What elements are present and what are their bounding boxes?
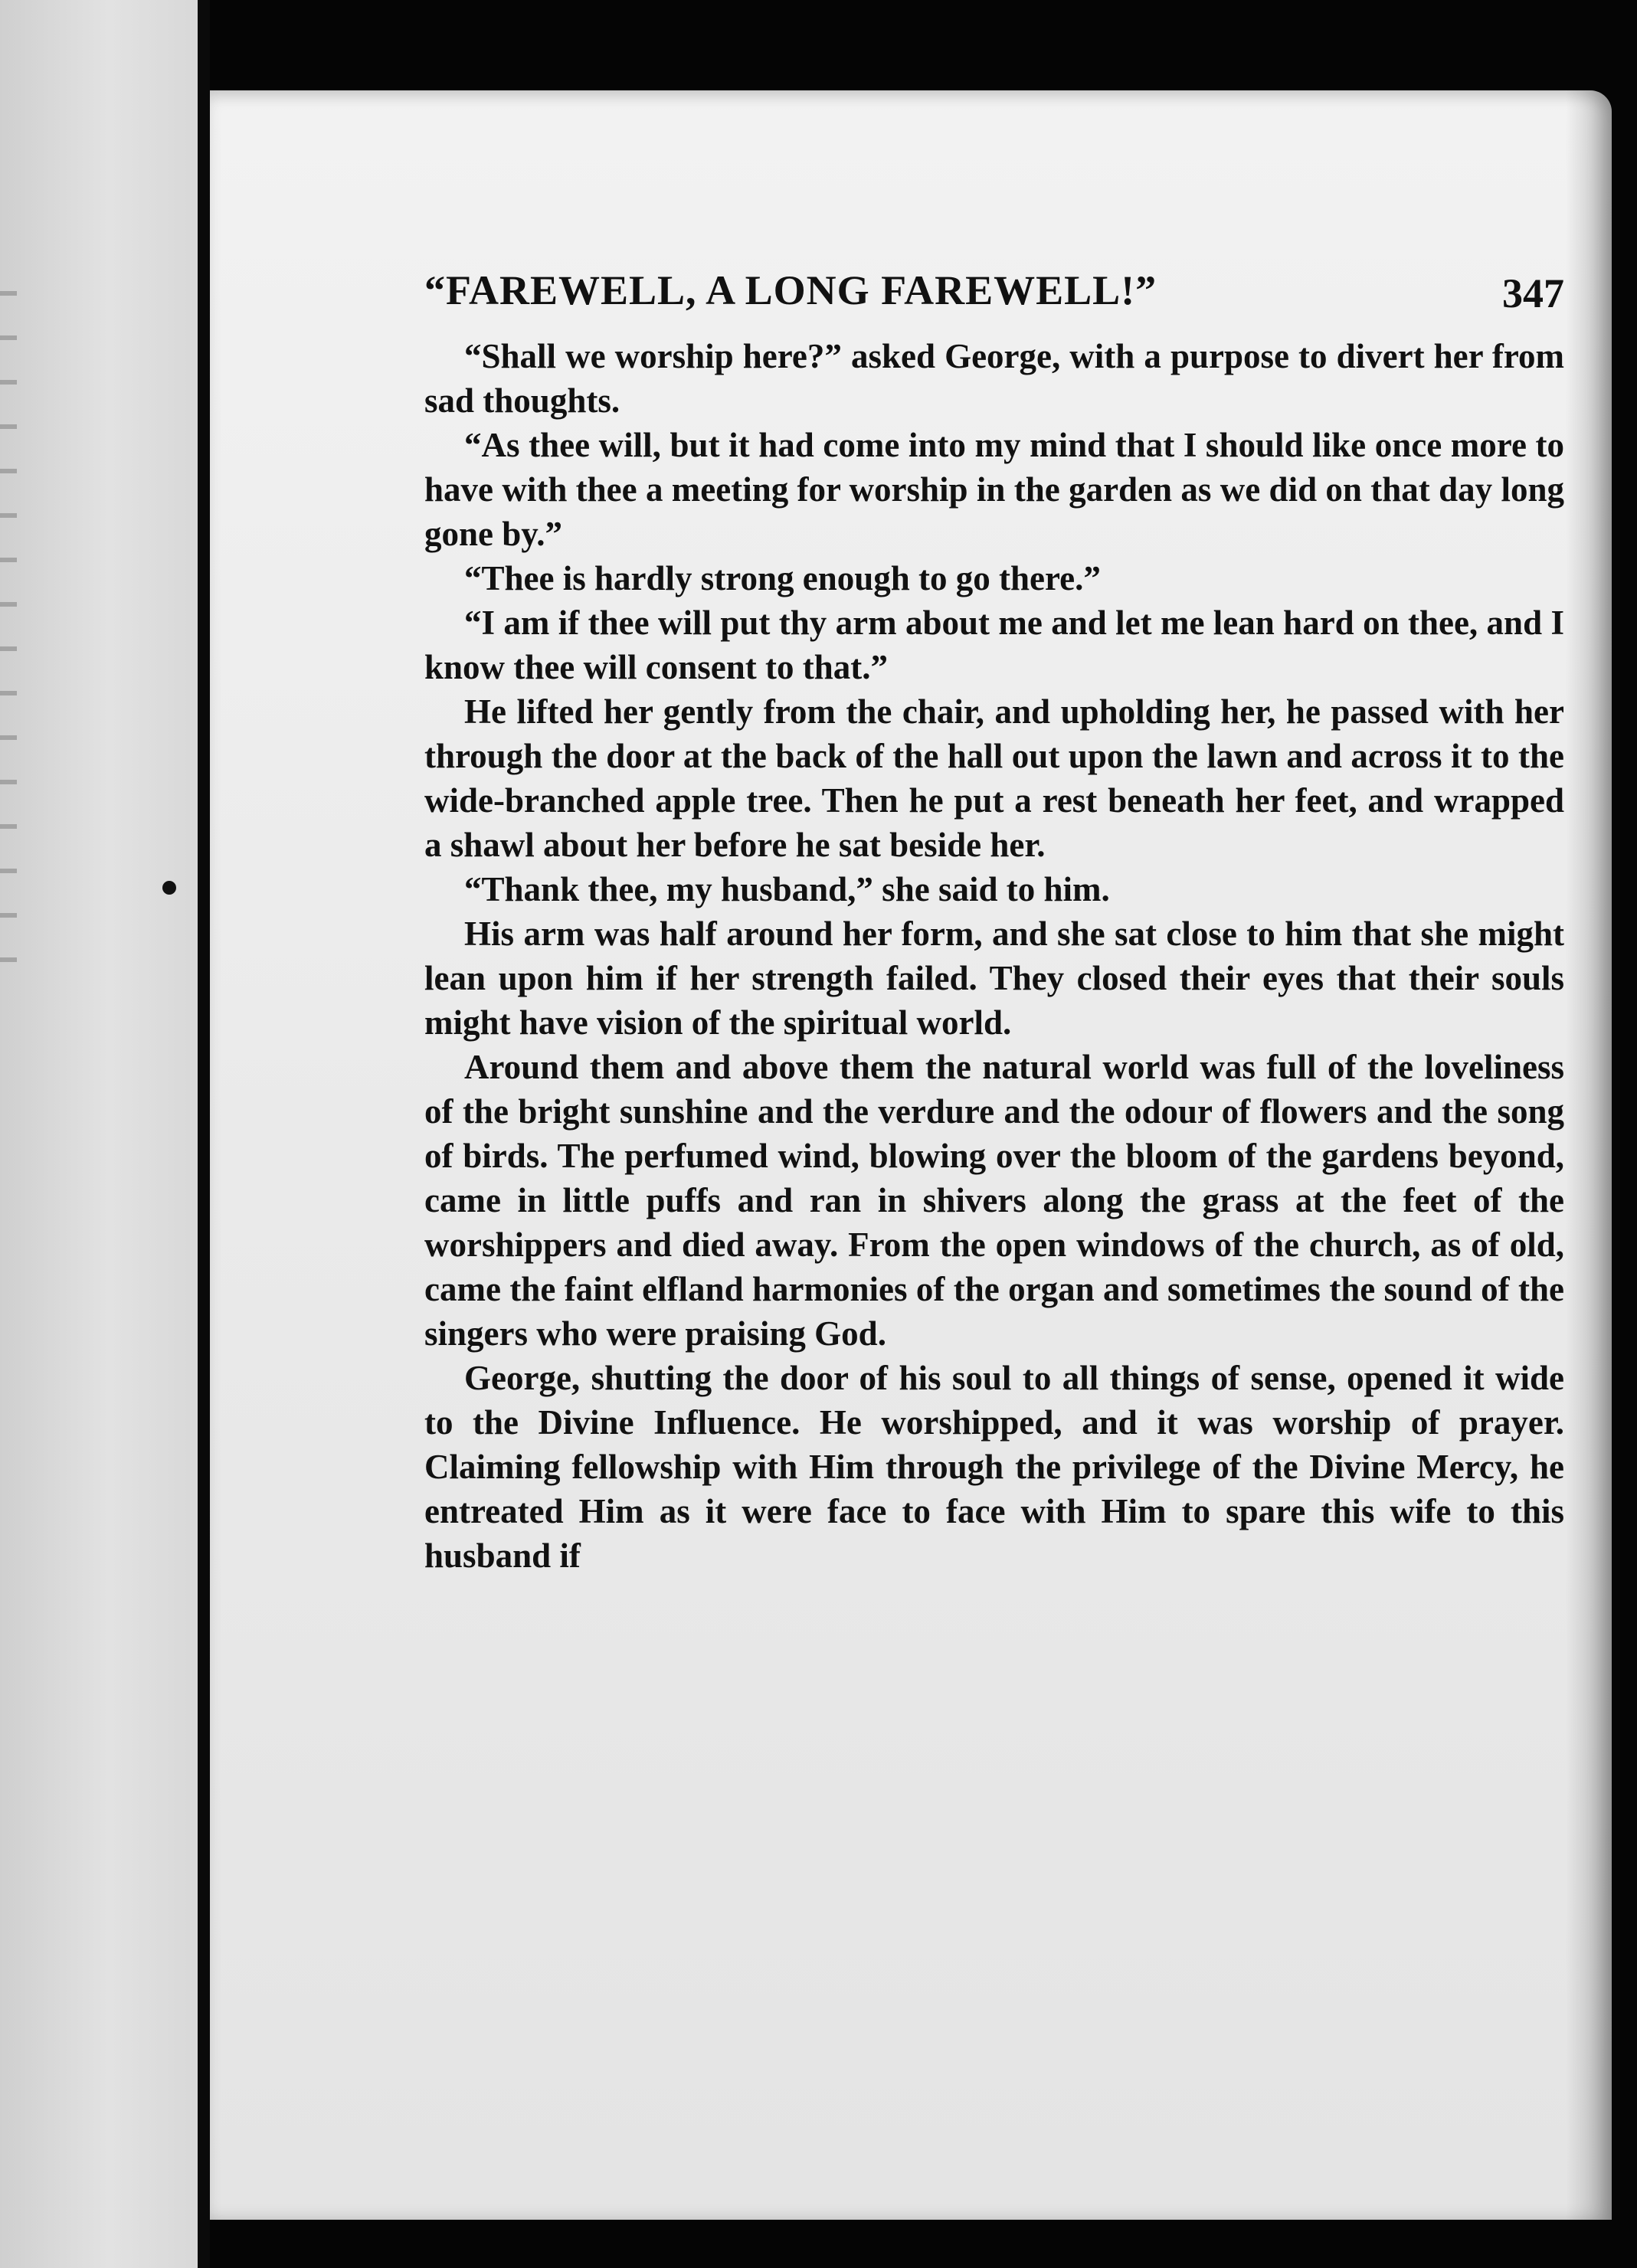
paragraph: His arm was half around her form, and she sat close to him that she might lean upon him if her strength failed. They closed their eyes that their souls might have vision of the spiritual world.: [424, 915, 1564, 1042]
paragraph: George, shutting the door of his soul to all things of sense, opened it wide to the Divine Influence. He worshipped, and it was worship of prayer. Claiming fellowship with Him through the privilege of the Divine Mercy, he entreated Him as it were face to face with Him to spare this wife to this husband if: [424, 1359, 1564, 1575]
gutter-dot-mark: [162, 881, 176, 895]
paragraph: He lifted her gently from the chair, and upholding her, he passed with her through the door at the back of the hall out upon the lawn and across it to the wide-branched apple tree. Then he put a rest beneath her feet, and wrapped a shawl about her before he sat beside her.: [424, 692, 1564, 864]
page-number: 347: [1502, 270, 1564, 316]
paragraph: “As thee will, but it had come into my mind that I should like once more to have with thee a meeting for worship in the garden as we did on that day long gone by.”: [424, 426, 1564, 553]
paragraph: “Shall we worship here?” asked George, with a purpose to divert her from sad thoughts.: [424, 337, 1564, 420]
book-gutter: [198, 0, 210, 2268]
paragraph: “Thee is hardly strong enough to go there.”: [464, 559, 1101, 597]
page-header: [424, 267, 1564, 320]
book-page: [210, 90, 1612, 2220]
paragraph: Around them and above them the natural world was full of the loveliness of the bright sunshine and the verdure and the odour of flowers and the song of birds. The perfumed wind, blowing over the bloom of the gardens beyond, came in little puffs and ran in shivers along the grass at the feet of the worshippers and died away. From the open windows of the church, as of old, came the faint elfland harmonies of the organ and sometimes the sound of the singers who were praising God.: [424, 1048, 1564, 1353]
page-curl-shadow: [1566, 90, 1612, 2220]
facing-page-edge: [0, 0, 198, 2268]
paragraph: “Thank thee, my husband,” she said to him.: [464, 870, 1110, 908]
facing-page-text-remnants: [0, 291, 17, 980]
body-text: [424, 334, 1564, 1578]
paragraph: “I am if thee will put thy arm about me and let me lean hard on thee, and I know thee will consent to that.”: [424, 604, 1564, 686]
running-title: “FAREWELL, A LONG FAREWELL!”: [424, 267, 1157, 313]
